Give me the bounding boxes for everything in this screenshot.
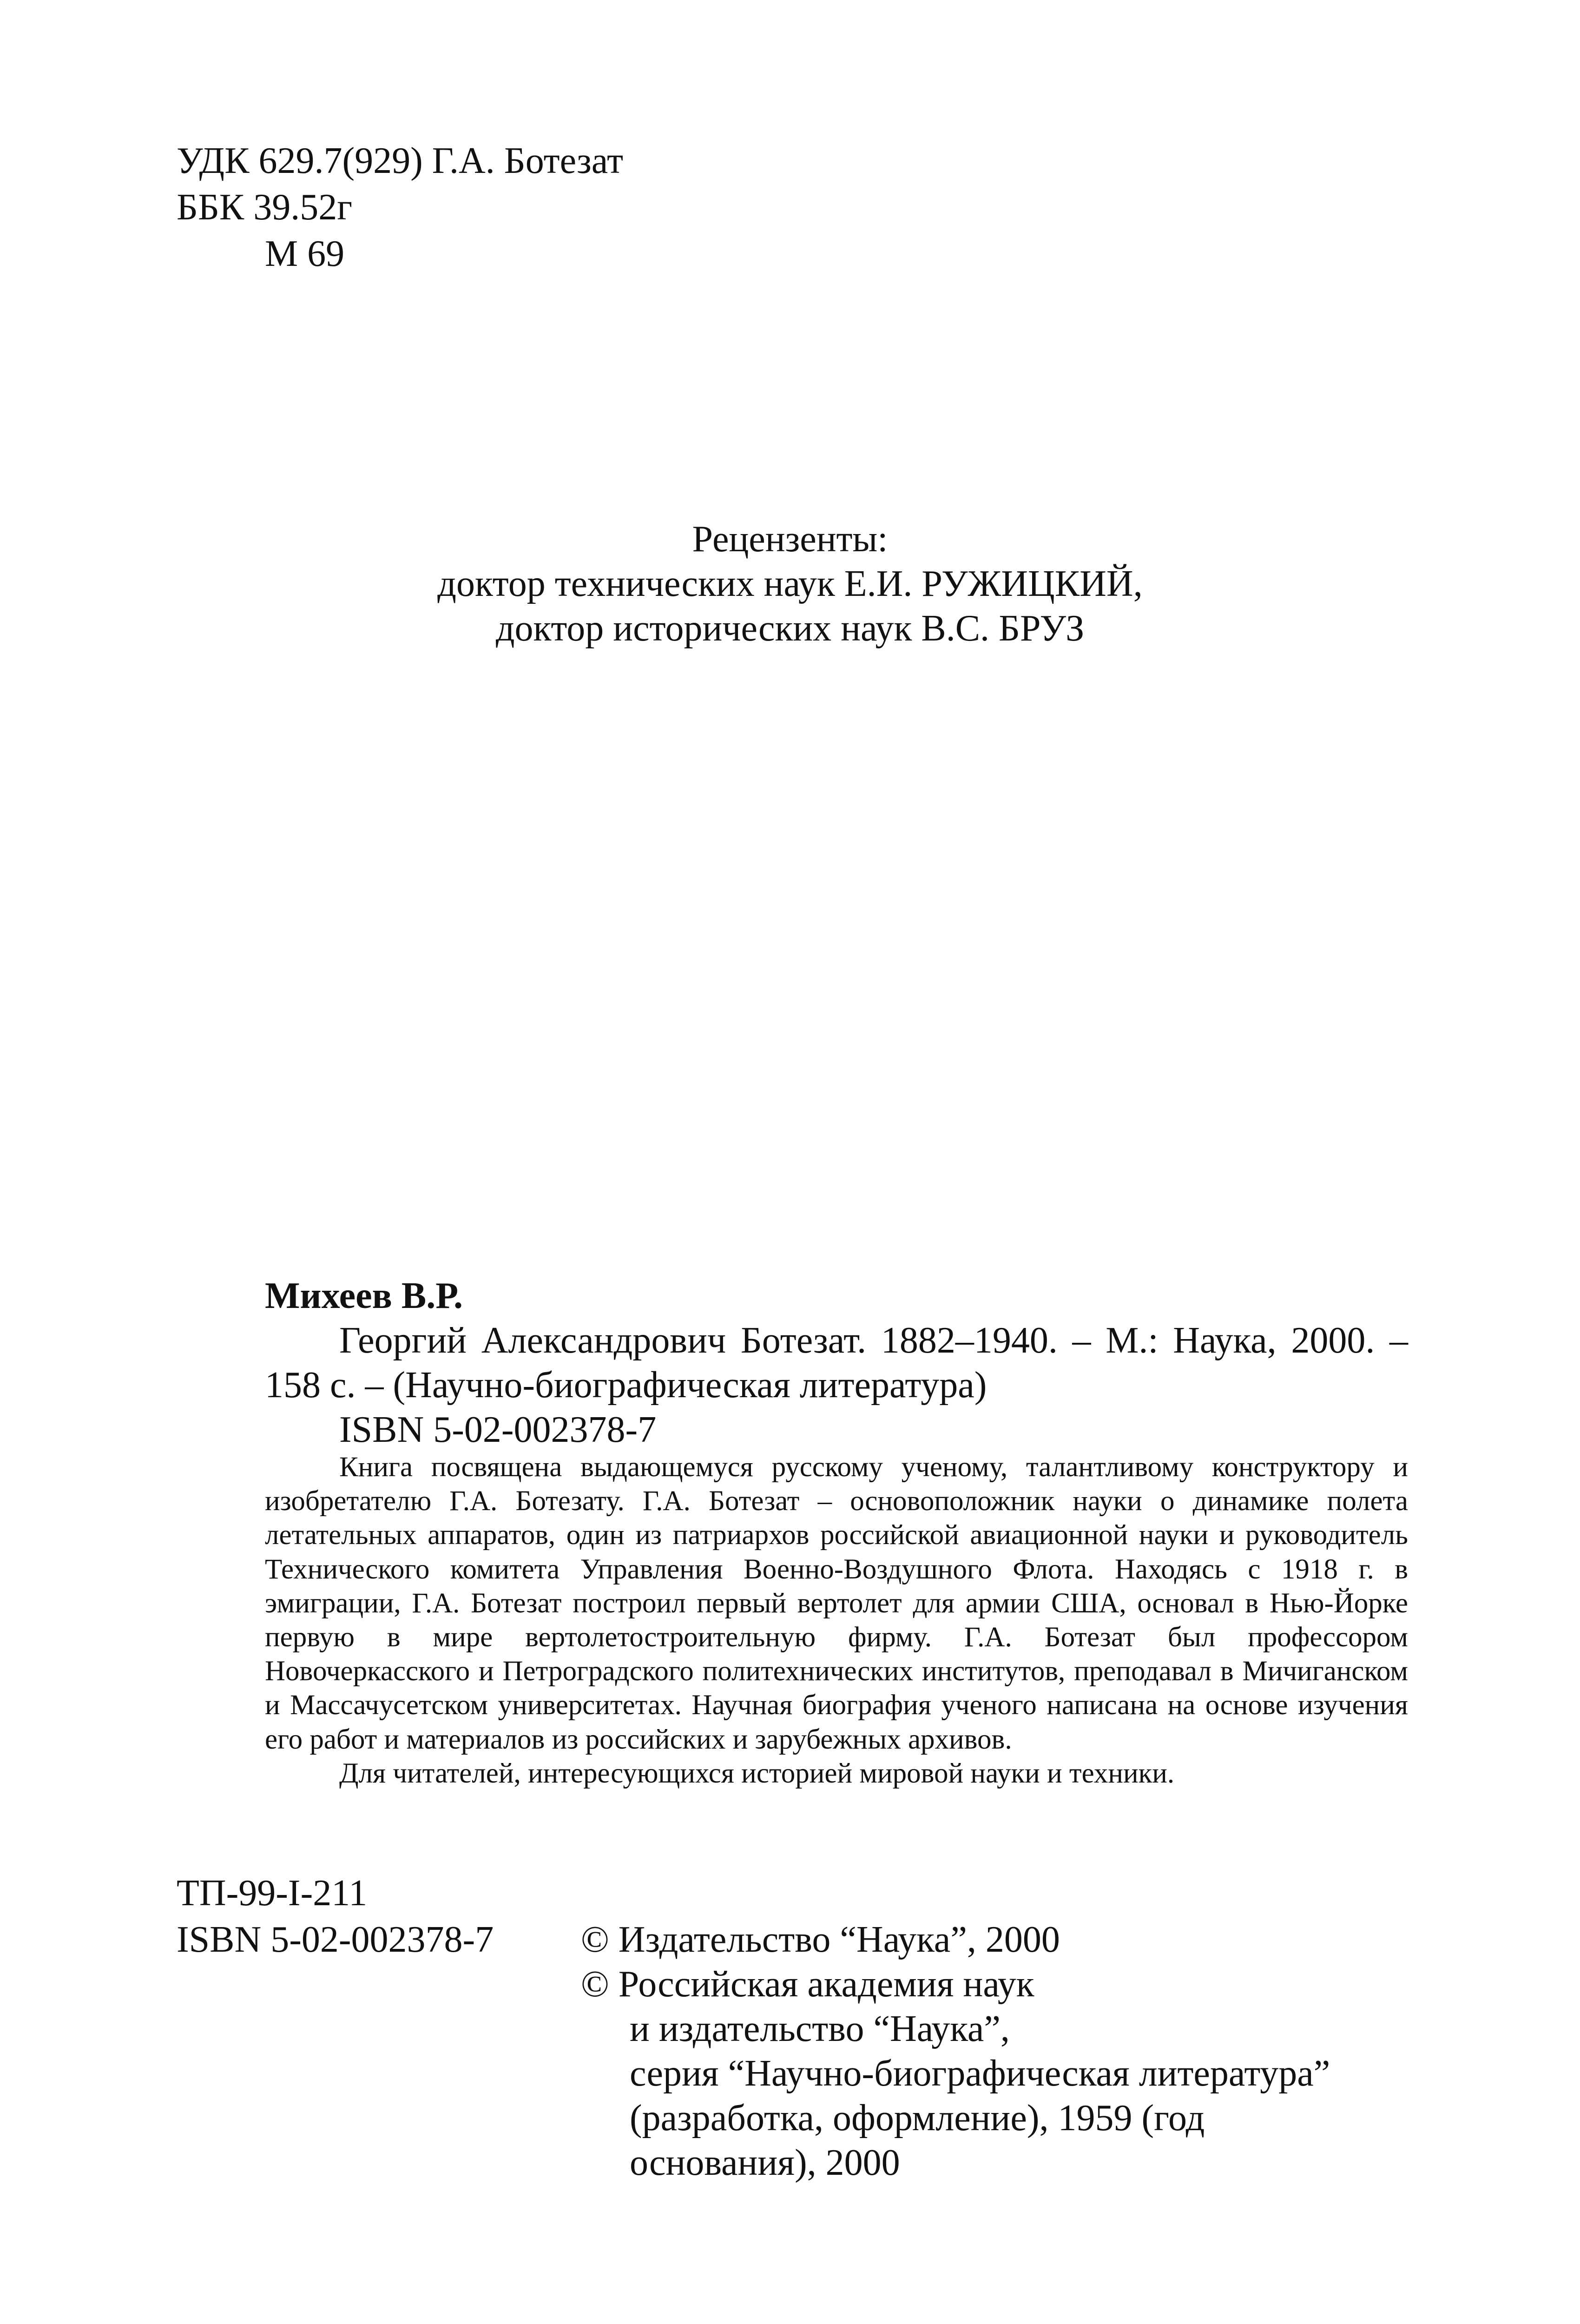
annotation xyxy=(265,1450,1408,1790)
copyright-line-5: (разработка, оформление), 1959 (год xyxy=(630,2098,1205,2139)
bbk-code: ББК 39.52г xyxy=(177,187,353,228)
reviewers-heading: Рецензенты: xyxy=(692,519,888,560)
udk-code: УДК 629.7(929) Г.А. Ботезат xyxy=(177,140,624,181)
tp-code: ТП-99-I-211 xyxy=(177,1873,368,1914)
reviewer-2: доктор исторических наук В.С. БРУЗ xyxy=(495,608,1085,649)
copyright-line-4: серия “Научно-биографическая литература” xyxy=(630,2053,1330,2094)
book-description: Георгий Александрович Ботезат. 1882–1940. – М.: Наука, 2000. – 158 с. – (Научно-биографическая литература) xyxy=(265,1320,1408,1406)
copyright-line-2: © Российская академия наук xyxy=(581,1964,1034,2005)
reviewers-block xyxy=(0,517,1580,651)
annotation-text: Книга посвящена выдающемуся русскому ученому, талантливому конструктору и изобретателю Г.А. Ботезату. Г.А. Ботезат – основоположник науки о динамике полета летательных аппаратов, один из патриархов российской авиационной науки и руководитель Технического комитета Управления Военно-Воздушного Флота. Находясь с 1918 г. в эмиграции, Г.А. Ботезат построил первый вертолет для армии США, основал в Нью-Йорке первую в мире вертолетостроительную фирму. Г.А. Ботезат был профессором Новочеркасского и Петроградского политехнических институтов, преподавал в Мичиганском и Массачусетском университетах. Научная биография ученого написана на основе изучения его работ и материалов из российских и зарубежных архивов. xyxy=(265,1452,1408,1755)
isbn-footer: ISBN 5-02-002378-7 xyxy=(177,1919,494,1960)
annotation-audience: Для читателей, интересующихся историей мировой науки и техники. xyxy=(339,1757,1175,1789)
isbn-line: ISBN 5-02-002378-7 xyxy=(339,1409,657,1450)
bibliographic-record xyxy=(265,1274,1408,1452)
copyright-line-1: © Издательство “Наука”, 2000 xyxy=(581,1919,1060,1960)
author-name: Михеев В.Р. xyxy=(265,1275,463,1316)
reviewer-1: доктор технических наук Е.И. РУЖИЦКИЙ, xyxy=(437,563,1143,604)
copyright-line-6: основания), 2000 xyxy=(630,2142,900,2183)
author-mark: М 69 xyxy=(265,233,345,274)
copyright-block xyxy=(581,1917,1330,2185)
copyright-line-3: и издательство “Наука”, xyxy=(630,2008,1010,2049)
